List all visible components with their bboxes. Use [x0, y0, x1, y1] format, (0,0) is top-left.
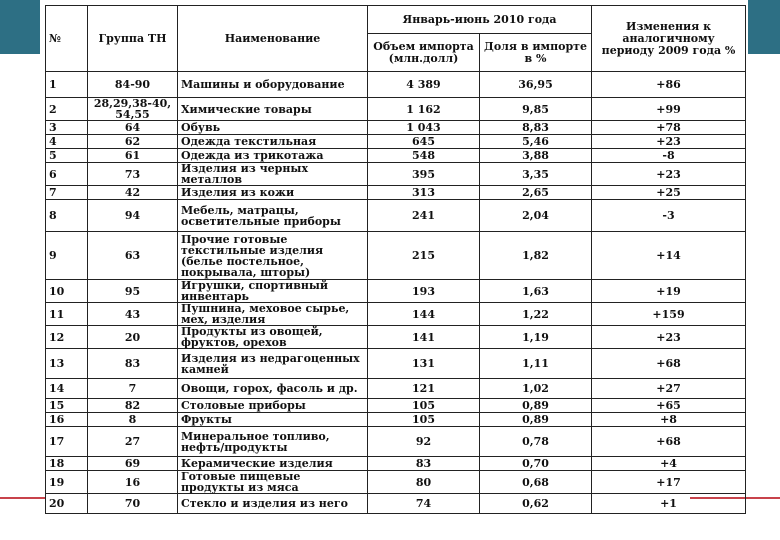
row-number: 6: [46, 163, 88, 186]
slide-accent-line-left: [0, 497, 45, 499]
row-change: +23: [592, 326, 746, 349]
row-number: 5: [46, 149, 88, 163]
row-change: -8: [592, 149, 746, 163]
row-number: 19: [46, 471, 88, 494]
row-number: 2: [46, 98, 88, 121]
header-change: Изменения к аналогичному периоду 2009 года %: [592, 6, 746, 72]
row-volume: 241: [368, 200, 480, 232]
left-margin: [0, 0, 40, 540]
row-share: 0,68: [480, 471, 592, 494]
row-share: 1,02: [480, 379, 592, 399]
table-row: [46, 163, 746, 186]
row-change: +78: [592, 121, 746, 135]
row-change: +25: [592, 186, 746, 200]
row-share: 5,46: [480, 135, 592, 149]
row-change: +86: [592, 72, 746, 98]
row-share: 1,22: [480, 303, 592, 326]
row-share: 1,82: [480, 232, 592, 280]
row-group: 84-90: [88, 72, 178, 98]
row-share: 2,04: [480, 200, 592, 232]
row-number: 1: [46, 72, 88, 98]
table-row: [46, 399, 746, 413]
slide-accent-bar-right: [748, 0, 780, 54]
row-volume: 83: [368, 457, 480, 471]
table-row: [46, 280, 746, 303]
row-name: Керамические изделия: [178, 457, 368, 471]
row-share: 1,11: [480, 349, 592, 379]
table-row: [46, 494, 746, 514]
row-name: Столовые приборы: [178, 399, 368, 413]
row-group: 95: [88, 280, 178, 303]
row-volume: 105: [368, 399, 480, 413]
row-number: 4: [46, 135, 88, 149]
row-number: 10: [46, 280, 88, 303]
table-row: [46, 413, 746, 427]
row-number: 12: [46, 326, 88, 349]
row-group: 94: [88, 200, 178, 232]
header-period: Январь-июнь 2010 года: [368, 6, 592, 34]
row-name: Изделия из кожи: [178, 186, 368, 200]
row-share: 0,62: [480, 494, 592, 514]
row-group: 82: [88, 399, 178, 413]
row-change: +68: [592, 427, 746, 457]
row-name: Продукты из овощей, фруктов, орехов: [178, 326, 368, 349]
row-share: 3,88: [480, 149, 592, 163]
row-group: 28,29,38-40, 54,55: [88, 98, 178, 121]
table-row: [46, 232, 746, 280]
row-name: Пушнина, меховое сырье, мех, изделия: [178, 303, 368, 326]
row-name: Овощи, горох, фасоль и др.: [178, 379, 368, 399]
row-number: 20: [46, 494, 88, 514]
row-change: +4: [592, 457, 746, 471]
row-number: 16: [46, 413, 88, 427]
row-group: 73: [88, 163, 178, 186]
row-name: Машины и оборудование: [178, 72, 368, 98]
header-group: Группа ТН: [88, 6, 178, 72]
row-name: Мебель, матрацы, осветительные приборы: [178, 200, 368, 232]
row-group: 63: [88, 232, 178, 280]
row-share: 1,63: [480, 280, 592, 303]
row-volume: 121: [368, 379, 480, 399]
row-number: 14: [46, 379, 88, 399]
row-name: Прочие готовые текстильные изделия (белье постельное, покрывала, шторы): [178, 232, 368, 280]
row-change: +14: [592, 232, 746, 280]
row-number: 3: [46, 121, 88, 135]
row-change: +27: [592, 379, 746, 399]
row-share: 2,65: [480, 186, 592, 200]
row-change: +159: [592, 303, 746, 326]
row-volume: 313: [368, 186, 480, 200]
row-volume: 548: [368, 149, 480, 163]
row-volume: 131: [368, 349, 480, 379]
header-num: №: [46, 6, 88, 72]
row-volume: 215: [368, 232, 480, 280]
row-change: -3: [592, 200, 746, 232]
row-name: Фрукты: [178, 413, 368, 427]
row-number: 13: [46, 349, 88, 379]
row-name: Игрушки, спортивный инвентарь: [178, 280, 368, 303]
table-row: [46, 186, 746, 200]
row-share: 36,95: [480, 72, 592, 98]
row-change: +68: [592, 349, 746, 379]
table-row: [46, 326, 746, 349]
table-row: [46, 149, 746, 163]
row-volume: 645: [368, 135, 480, 149]
row-group: 62: [88, 135, 178, 149]
row-volume: 141: [368, 326, 480, 349]
row-group: 7: [88, 379, 178, 399]
row-share: 0,89: [480, 399, 592, 413]
row-change: +1: [592, 494, 746, 514]
row-group: 69: [88, 457, 178, 471]
row-share: 8,83: [480, 121, 592, 135]
row-volume: 4 389: [368, 72, 480, 98]
row-name: Изделия из недрагоценных камней: [178, 349, 368, 379]
row-change: +19: [592, 280, 746, 303]
row-number: 8: [46, 200, 88, 232]
row-number: 18: [46, 457, 88, 471]
row-number: 11: [46, 303, 88, 326]
row-group: 43: [88, 303, 178, 326]
row-number: 7: [46, 186, 88, 200]
table-row: [46, 98, 746, 121]
table-row: [46, 135, 746, 149]
table-row: [46, 349, 746, 379]
header-name: Наименование: [178, 6, 368, 72]
row-name: Химические товары: [178, 98, 368, 121]
row-group: 64: [88, 121, 178, 135]
row-share: 1,19: [480, 326, 592, 349]
row-volume: 105: [368, 413, 480, 427]
row-volume: 193: [368, 280, 480, 303]
row-group: 83: [88, 349, 178, 379]
row-share: 0,89: [480, 413, 592, 427]
row-group: 27: [88, 427, 178, 457]
table-row: [46, 72, 746, 98]
row-group: 20: [88, 326, 178, 349]
row-group: 42: [88, 186, 178, 200]
row-share: 3,35: [480, 163, 592, 186]
row-group: 8: [88, 413, 178, 427]
row-volume: 74: [368, 494, 480, 514]
row-group: 70: [88, 494, 178, 514]
row-name: Обувь: [178, 121, 368, 135]
row-number: 17: [46, 427, 88, 457]
row-name: Изделия из черных металлов: [178, 163, 368, 186]
row-name: Одежда текстильная: [178, 135, 368, 149]
row-volume: 92: [368, 427, 480, 457]
table-row: [46, 457, 746, 471]
table-row: [46, 471, 746, 494]
row-name: Одежда из трикотажа: [178, 149, 368, 163]
row-volume: 1 043: [368, 121, 480, 135]
row-name: Минеральное топливо, нефть/продукты: [178, 427, 368, 457]
row-name: Готовые пищевые продукты из мяса: [178, 471, 368, 494]
header-volume: Объем импорта (млн.долл): [368, 34, 480, 72]
row-change: +23: [592, 135, 746, 149]
row-change: +65: [592, 399, 746, 413]
row-number: 15: [46, 399, 88, 413]
import-table: [45, 5, 746, 514]
row-share: 0,78: [480, 427, 592, 457]
row-change: +8: [592, 413, 746, 427]
header-share: Доля в импорте в %: [480, 34, 592, 72]
slide-accent-bar-left: [0, 0, 40, 54]
table-row: [46, 427, 746, 457]
table-row: [46, 303, 746, 326]
row-group: 61: [88, 149, 178, 163]
table-row: [46, 200, 746, 232]
row-volume: 1 162: [368, 98, 480, 121]
row-volume: 395: [368, 163, 480, 186]
row-volume: 144: [368, 303, 480, 326]
row-change: +17: [592, 471, 746, 494]
row-share: 9,85: [480, 98, 592, 121]
table-row: [46, 379, 746, 399]
row-group: 16: [88, 471, 178, 494]
row-name: Стекло и изделия из него: [178, 494, 368, 514]
row-share: 0,70: [480, 457, 592, 471]
row-volume: 80: [368, 471, 480, 494]
row-number: 9: [46, 232, 88, 280]
table-row: [46, 121, 746, 135]
row-change: +23: [592, 163, 746, 186]
row-change: +99: [592, 98, 746, 121]
